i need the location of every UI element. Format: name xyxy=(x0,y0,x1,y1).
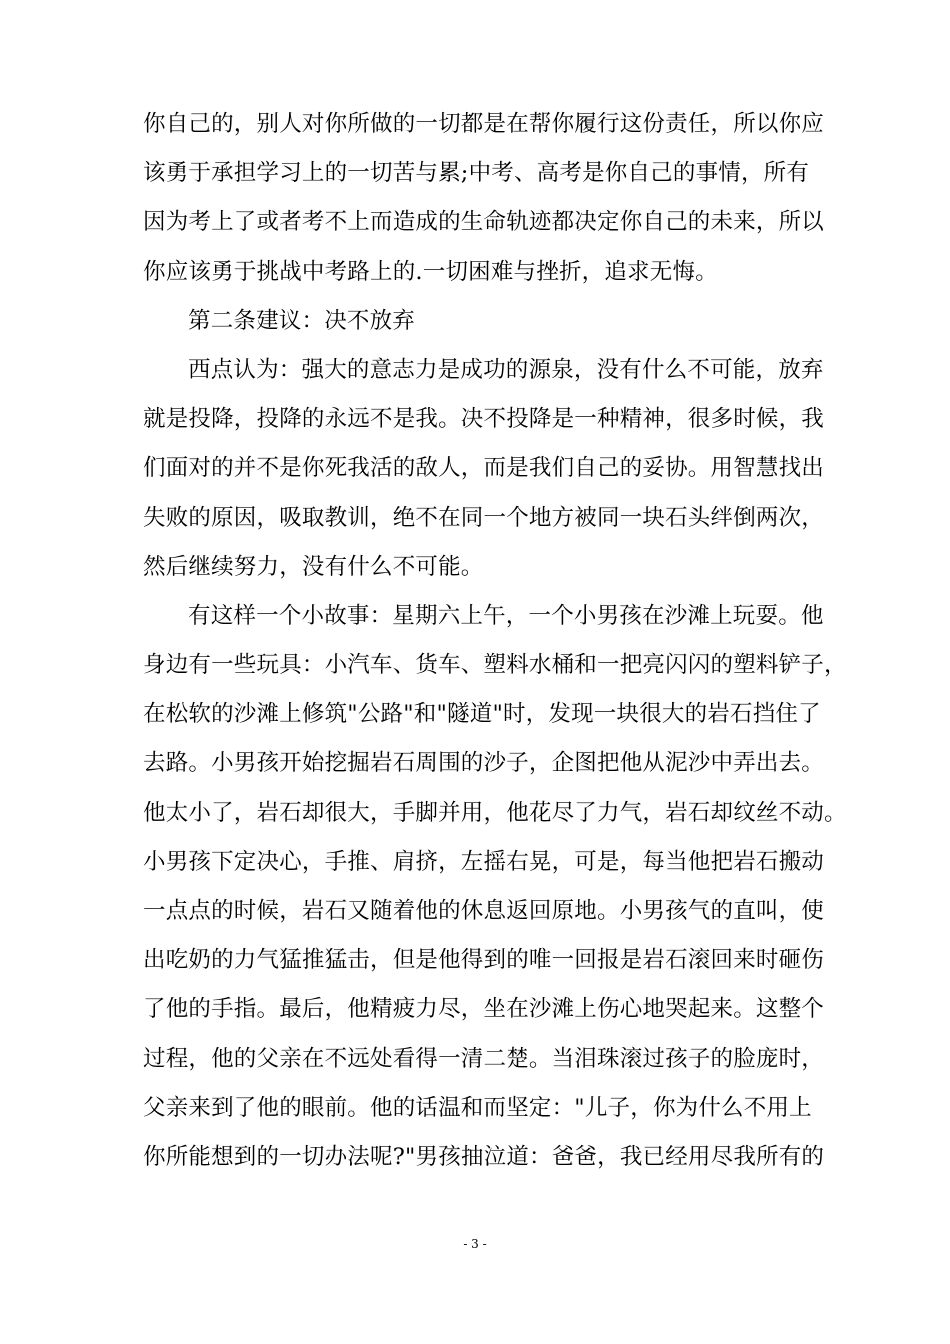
text-line: 你所能想到的一切办法呢?"男孩抽泣道：爸爸，我已经用尽我所有的 xyxy=(143,1143,825,1170)
page-number: - 3 - xyxy=(463,1237,487,1251)
text-line: 有这样一个小故事：星期六上午，一个小男孩在沙滩上玩耍。他 xyxy=(188,602,824,629)
text-line: 出吃奶的力气猛推猛击，但是他得到的唯一回报是岩石滚回来时砸伤 xyxy=(143,947,825,974)
text-line: 身边有一些玩具：小汽车、货车、塑料水桶和一把亮闪闪的塑料铲子， xyxy=(143,652,847,679)
text-line: 你应该勇于挑战中考路上的.一切困难与挫折，追求无悔。 xyxy=(143,258,718,285)
text-line: 他太小了，岩石却很大，手脚并用，他花尽了力气，岩石却纹丝不动。 xyxy=(143,799,847,826)
text-line: 在松软的沙滩上修筑"公路"和"隧道"时，发现一块很大的岩石挡住了 xyxy=(143,701,821,728)
body-text xyxy=(143,100,847,1182)
text-line: 就是投降，投降的永远不是我。决不投降是一种精神，很多时候，我 xyxy=(143,406,825,433)
text-line: 该勇于承担学习上的一切苦与累;中考、高考是你自己的事情，所有 xyxy=(143,160,810,187)
text-line: 然后继续努力，没有什么不可能。 xyxy=(143,553,484,580)
text-line: 你自己的，别人对你所做的一切都是在帮你履行这份责任，所以你应 xyxy=(143,111,825,137)
text-line: 父亲来到了他的眼前。他的话温和而坚定："儿子，你为什么不用上 xyxy=(143,1094,812,1121)
text-line: 过程，他的父亲在不远处看得一清二楚。当泪珠滚过孩子的脸庞时， xyxy=(143,1045,825,1072)
text-line: 西点认为：强大的意志力是成功的源泉，没有什么不可能，放弃 xyxy=(188,356,824,383)
text-line: 因为考上了或者考不上而造成的生命轨迹都决定你自己的未来，所以 xyxy=(143,209,825,236)
text-line: 小男孩下定决心，手推、肩挤，左摇右晃，可是，每当他把岩石搬动 xyxy=(143,848,825,875)
text-line: 了他的手指。最后，他精疲力尽，坐在沙滩上伤心地哭起来。这整个 xyxy=(143,996,825,1023)
text-line: 们面对的并不是你死我活的敌人，而是我们自己的妥协。用智慧找出 xyxy=(143,455,825,482)
text-line: 一点点的时候，岩石又随着他的休息返回原地。小男孩气的直叫，使 xyxy=(143,898,825,924)
text-line: 去路。小男孩开始挖掘岩石周围的沙子，企图把他从泥沙中弄出去。 xyxy=(143,750,825,777)
text-line: 第二条建议：决不放弃 xyxy=(188,307,416,334)
text-line: 失败的原因，吸取教训，绝不在同一个地方被同一块石头绊倒两次， xyxy=(143,504,825,531)
